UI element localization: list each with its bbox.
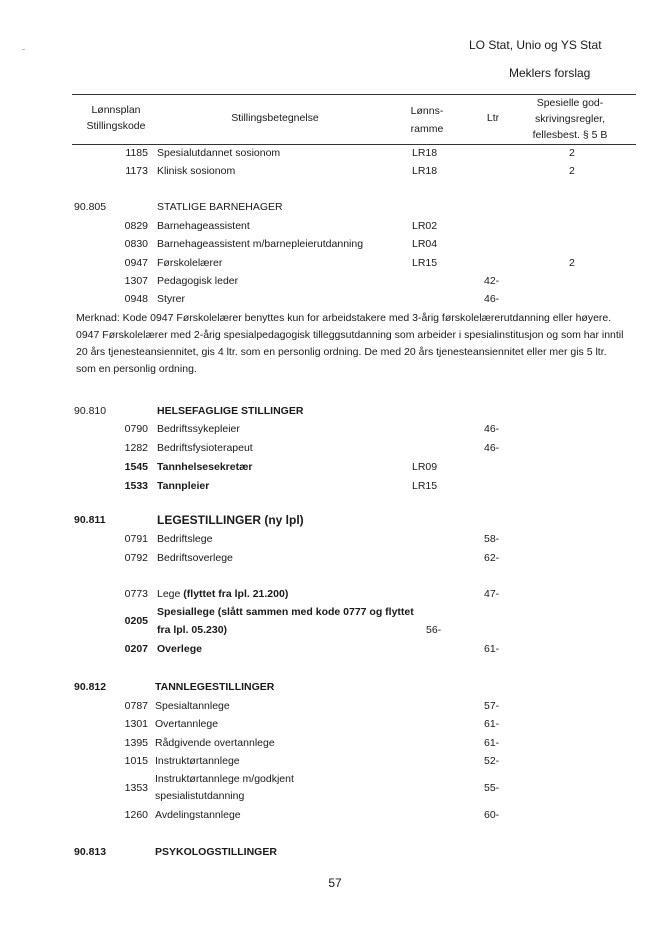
- section-title: HELSEFAGLIGE STILLINGER: [157, 405, 304, 417]
- row-title: Overlege: [157, 643, 202, 655]
- row-ramme: LR04: [412, 238, 438, 250]
- row-code: 0773: [124, 588, 148, 600]
- note-line: Merknad: Kode 0947 Førskolelærer benyttes kun for arbeidstakere med 3-årig førskolelærerutdanning eller høyere.: [76, 312, 612, 324]
- row-code: 0791: [124, 533, 148, 545]
- row-title: Tannpleier: [157, 480, 210, 492]
- col-plan-header: [76, 102, 156, 134]
- row-spec: 2: [569, 257, 575, 269]
- col-ramme-label-1: Lønns-: [410, 105, 444, 117]
- row-code: 0787: [124, 700, 148, 712]
- page-number: 57: [328, 876, 342, 890]
- row-title: Spesialutdannet sosionom: [157, 147, 281, 159]
- row-code: 0948: [124, 293, 148, 305]
- scan-mark: [22, 49, 25, 50]
- row-ltr: 55-: [484, 782, 500, 794]
- note-line: 20 års tjenesteansiennitet, gis 4 ltr. som en personlig ordning. De med 20 års tjenesteansiennitet eller mer gis 5 ltr.: [76, 346, 607, 358]
- row-title: Bedriftsfysioterapeut: [157, 442, 253, 454]
- section-plan: 90.805: [74, 201, 107, 213]
- col-ramme-label-2: ramme: [410, 123, 444, 135]
- table-row: [0, 420, 670, 438]
- row-title: Spesialtannlege: [155, 700, 230, 712]
- table-row: [0, 752, 670, 770]
- section-heading-813: [0, 843, 670, 861]
- row-title: Bedriftslege: [157, 533, 213, 545]
- row-title: Tannhelsesekretær: [157, 461, 253, 473]
- table-row: [0, 477, 670, 495]
- col-ramme-header: [400, 103, 454, 137]
- section-heading-810: [0, 402, 670, 420]
- row-ramme: LR02: [412, 220, 438, 232]
- col-title-header: Stillingsbetegnelse: [231, 112, 319, 124]
- col-spec-header: [505, 95, 635, 143]
- row-code: 0947: [124, 257, 148, 269]
- row-ltr: 61-: [484, 718, 500, 730]
- section-title: LEGESTILLINGER (ny lpl): [157, 513, 304, 527]
- row-title: Barnehageassistent: [157, 220, 250, 232]
- row-ltr: 47-: [484, 588, 500, 600]
- table-row: [0, 144, 670, 162]
- table-row: [0, 235, 670, 253]
- note-line: 0947 Førskolelærer med 2-årig spesialpedagogisk tilleggsutdanning som arbeider i spesialinstitusjon og som har inntil: [76, 329, 624, 341]
- table-row: [0, 439, 670, 457]
- row-code: 1395: [124, 737, 148, 749]
- row-ramme: LR15: [412, 480, 438, 492]
- table-row-cont: [0, 787, 670, 805]
- row-ramme: LR15: [412, 257, 438, 269]
- note-block: [76, 310, 636, 378]
- row-code: 0205: [124, 615, 148, 627]
- section-heading-811: [0, 511, 670, 529]
- section-plan: 90.810: [74, 405, 107, 417]
- table-row: [0, 585, 670, 603]
- row-ltr: 61-: [484, 643, 500, 655]
- section-title: PSYKOLOGSTILLINGER: [155, 846, 277, 858]
- row-title-bold: (flyttet fra lpl. 21.200): [183, 588, 289, 600]
- col-plan-label-1: Lønnsplan: [91, 104, 141, 116]
- table-row: [0, 217, 670, 235]
- row-spec: 2: [569, 147, 575, 159]
- table-row-cont: [0, 621, 670, 639]
- row-code: 1533: [124, 480, 148, 492]
- row-ltr: 58-: [484, 533, 500, 545]
- section-heading-812: [0, 678, 670, 696]
- row-code: 0792: [124, 552, 148, 564]
- row-title-plain: Lege: [157, 588, 181, 600]
- table-row: [0, 162, 670, 180]
- row-title: Barnehageassistent m/barnepleierutdanning: [157, 238, 364, 250]
- row-code: 1301: [124, 718, 148, 730]
- table-row: [0, 549, 670, 567]
- row-ltr: 46-: [484, 293, 500, 305]
- row-code: 0830: [124, 238, 148, 250]
- row-code: 1282: [124, 442, 148, 454]
- table-row: [0, 697, 670, 715]
- row-title: Pedagogisk leder: [157, 275, 239, 287]
- row-ltr: 52-: [484, 755, 500, 767]
- row-title-line2: fra lpl. 05.230): [157, 624, 228, 636]
- row-ramme: LR18: [412, 165, 438, 177]
- col-spec-label-3: fellesbest. § 5 B: [532, 129, 608, 141]
- row-title-line1: Spesiallege (slått sammen med kode 0777 og flyttet: [157, 606, 414, 618]
- table-row: [0, 290, 670, 308]
- row-title: Overtannlege: [155, 718, 219, 730]
- row-ltr: 42-: [484, 275, 500, 287]
- col-spec-label-2: skrivingsregler,: [534, 113, 606, 125]
- table-row: [0, 272, 670, 290]
- section-title: STATLIGE BARNEHAGER: [157, 201, 283, 213]
- row-ltr: 61-: [484, 737, 500, 749]
- row-code: 0207: [124, 643, 148, 655]
- row-code: 1353: [124, 782, 148, 794]
- header-org: LO Stat, Unio og YS Stat: [469, 38, 602, 52]
- row-ltr: 46-: [484, 423, 500, 435]
- row-title: Instruktørtannlege: [155, 755, 240, 767]
- section-plan: 90.811: [74, 514, 106, 526]
- row-code: 0790: [124, 423, 148, 435]
- row-spec: 2: [569, 165, 575, 177]
- table-row: [0, 715, 670, 733]
- row-title-line2: spesialistutdanning: [155, 790, 245, 802]
- row-title: Avdelingstannlege: [155, 809, 241, 821]
- row-title: Bedriftsoverlege: [157, 552, 233, 564]
- row-code: 1185: [125, 147, 148, 159]
- row-title: [157, 585, 288, 603]
- col-ltr-header: Ltr: [486, 112, 500, 124]
- row-code: 1015: [124, 755, 148, 767]
- row-ramme: LR18: [412, 147, 438, 159]
- note-line: som en personlig ordning.: [76, 363, 197, 375]
- row-code: 1260: [124, 809, 148, 821]
- table-row: [0, 458, 670, 476]
- col-plan-label-2: Stillingskode: [86, 120, 146, 132]
- header-subtitle: Meklers forslag: [509, 66, 591, 80]
- row-ltr: 60-: [484, 809, 500, 821]
- row-ramme: LR09: [412, 461, 438, 473]
- section-heading-805: [0, 198, 670, 216]
- table-row: [0, 254, 670, 272]
- section-plan: 90.813: [74, 846, 107, 858]
- row-title: Bedriftssykepleier: [157, 423, 240, 435]
- row-ltr: 62-: [484, 552, 500, 564]
- row-ltr: 56-: [426, 624, 442, 636]
- col-spec-label-1: Spesielle god-: [536, 97, 604, 109]
- table-row: [0, 806, 670, 824]
- row-title: Førskolelærer: [157, 257, 223, 269]
- row-code: 0829: [124, 220, 148, 232]
- table-row: [0, 640, 670, 658]
- row-ltr: 46-: [484, 442, 500, 454]
- row-title-line1: Instruktørtannlege m/godkjent: [155, 773, 294, 785]
- section-plan: 90.812: [74, 681, 107, 693]
- row-title: Styrer: [157, 293, 186, 305]
- table-row: [0, 530, 670, 548]
- row-code: 1545: [124, 461, 148, 473]
- row-title: Klinisk sosionom: [157, 165, 236, 177]
- row-title: Rådgivende overtannlege: [155, 737, 275, 749]
- section-title: TANNLEGESTILLINGER: [155, 681, 275, 693]
- row-code: 1307: [124, 275, 148, 287]
- row-code: 1173: [125, 165, 148, 177]
- table-row: [0, 734, 670, 752]
- row-ltr: 57-: [484, 700, 500, 712]
